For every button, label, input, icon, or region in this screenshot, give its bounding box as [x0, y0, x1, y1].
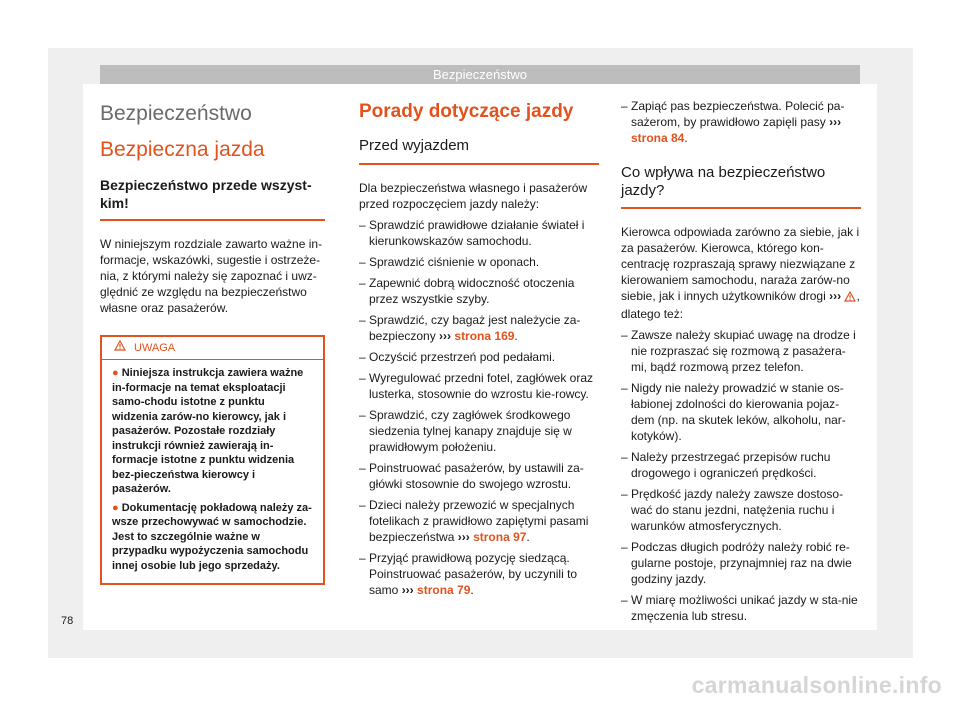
warning-box	[100, 335, 325, 585]
page-reference-link[interactable]: ›››	[829, 289, 842, 303]
column-1	[100, 84, 325, 585]
chapter-subtitle: Bezpieczna jazda	[100, 138, 265, 161]
warning-body	[102, 360, 323, 583]
section-title: Porady dotyczące jazdy	[359, 101, 574, 122]
warning-item: ● Dokumentację pokładową należy za-wsze przechowywać w samochodzie. Jest to szczególnie ważne w przypadku wypożyczenia samochodu innej osobie lub jego sprzedaży.	[112, 501, 312, 572]
warning-header	[102, 337, 323, 360]
warning-icon	[844, 290, 856, 306]
bullet-icon: ●	[112, 501, 119, 514]
list-item: – Prędkość jazdy należy zawsze dostoso-wać do stanu jezdni, natężenia ruchu i warunków atmosferycznych.	[621, 487, 844, 533]
page-reference-link[interactable]: ››› strona 169	[439, 329, 515, 343]
column-2	[359, 84, 599, 598]
watermark: carmanualsonline.info	[691, 672, 942, 698]
list-item: – Sprawdzić ciśnienie w oponach.	[359, 255, 540, 269]
list-item: – Wyregulować przedni fotel, zagłówek oraz lusterka, stosownie do wzrostu kie-rowcy.	[359, 371, 593, 401]
page-reference-link[interactable]: ››› strona 97	[457, 530, 527, 544]
warning-icon	[114, 337, 126, 359]
list-item: – Przyjąć prawidłową pozycję siedzącą. Poinstruować pasażerów, by uczynili to samo ››› strona 79.	[359, 551, 578, 597]
warning-item: ● Niniejsza instrukcja zawiera ważne in-formacje na temat eksploatacji samo-chodu istotne z punktu widzenia zarów-no kierowcy, jak i pasażerów. Pozostałe rozdziały instrukcji również zawierają in-formacje istotne z punktu widzenia bez-pieczeństwa kierowcy i pasażerów.	[112, 367, 304, 495]
intro-paragraph: Dla bezpieczeństwa własnego i pasażerów przed rozpoczęciem jazdy należy:	[359, 181, 588, 211]
warning-label: UWAGA	[134, 342, 176, 354]
list-item: – W miarę możliwości unikać jazdy w sta-nie zmęczenia lub stresu.	[621, 593, 858, 623]
list-item: – Zapiąć pas bezpieczeństwa. Polecić pa-sażerom, by prawidłowo zapięli pasy ››› strona 84.	[621, 99, 845, 145]
list-item: – Podczas długich podróży należy robić re-gularne postoje, przynajmniej raz na dwie godziny jazdy.	[621, 540, 852, 586]
page-number: 78	[61, 615, 74, 627]
page-content	[83, 84, 877, 630]
list-item: – Zapewnić dobrą widoczność otoczenia przez wszystkie szyby.	[359, 276, 575, 306]
page-reference-link[interactable]: ››› strona 79	[401, 583, 471, 597]
list-item: – Należy przestrzegać przepisów ruchu drogowego i ograniczeń prędkości.	[621, 450, 831, 480]
section-heading: Bezpieczeństwo przede wszyst-kim!	[100, 176, 325, 221]
list-item: – Zawsze należy skupiać uwagę na drodze i nie rozpraszać się rozmową z pasażera-mi, bądź rozmową przez telefon.	[621, 328, 856, 374]
header-bar	[100, 65, 860, 84]
intro-paragraph: W niniejszym rozdziale zawarto ważne in-formacje, wskazówki, sugestie i ostrzeże-nia, z którymi należy się zapoznać i uwz-ględnić ze względu na bezpieczeństwo własne oraz pasażerów.	[100, 237, 323, 315]
list-item: – Sprawdzić, czy bagaż jest należycie za-bezpieczony ››› strona 169.	[359, 313, 581, 343]
list-item: – Sprawdzić prawidłowe działanie świateł i kierunkowskazów samochodu.	[359, 218, 585, 248]
list-item: – Nigdy nie należy prowadzić w stanie os-łabionej zdolności do kierowania pojaz-dem (np. na skutek leków, alkoholu, nar-kotyków).	[621, 381, 846, 443]
checklist	[621, 327, 861, 624]
page-reference-link[interactable]: ››› strona 84	[631, 115, 842, 145]
list-item: – Sprawdzić, czy zagłówek środkowego siedzenia tylnej kanapy znajduje się w prawidłowym położeniu.	[359, 408, 572, 454]
checklist	[621, 98, 861, 146]
list-item: – Poinstruować pasażerów, by ustawili za-główki stosownie do swojego wzrostu.	[359, 461, 584, 491]
list-item: – Dzieci należy przewozić w specjalnych fotelikach z prawidłowo zapiętymi pasami bezpieczeństwa ››› strona 97.	[359, 498, 589, 544]
column-3	[621, 84, 861, 624]
chapter-title: Bezpieczeństwo	[100, 102, 252, 125]
subsection-heading: Przed wyjazdem	[359, 137, 599, 165]
bullet-icon: ●	[112, 367, 119, 379]
header-title: Bezpieczeństwo	[433, 67, 527, 82]
list-item: – Oczyścić przestrzeń pod pedałami.	[359, 350, 556, 364]
intro-paragraph: Kierowca odpowiada zarówno za siebie, jak i za pasażerów. Kierowca, którego kon-centrację rozpraszają sprawy niezwiązane z kierowaniem samochodu, naraża zarów-no siebie, jak i innych użytkowników drogi ››› , dlatego też:	[621, 225, 860, 321]
section-heading: Co wpływa na bezpieczeństwo jazdy?	[621, 164, 861, 209]
checklist	[359, 217, 599, 598]
